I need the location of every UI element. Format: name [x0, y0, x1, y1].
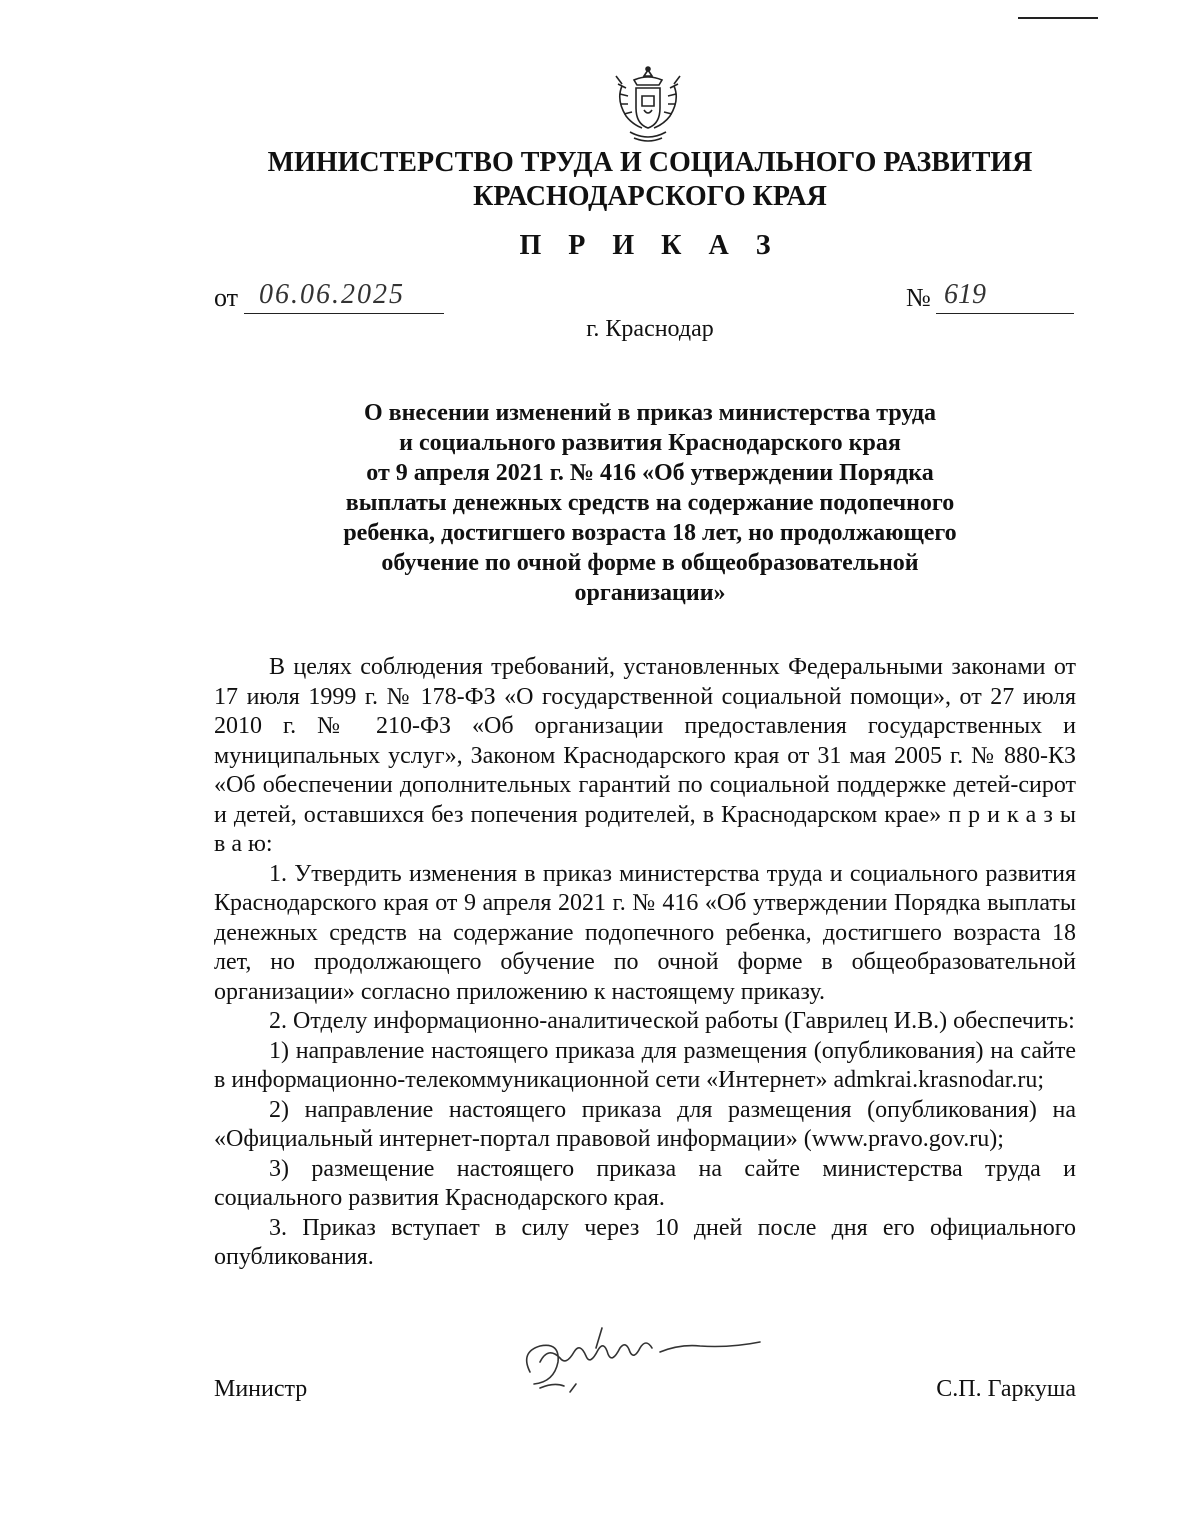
item-2-1-paragraph: 1) направление настоящего приказа для размещения (опубликования) на сайте в информационно-телекоммуникационной сети «Интернет» admkrai.krasnodar.ru;	[214, 1037, 1076, 1093]
subject-line: О внесении изменений в приказ министерства труда	[363, 400, 937, 426]
document-type: П Р И К А З	[519, 230, 781, 261]
corner-mark	[1018, 17, 1098, 19]
signatory-position: Министр	[214, 1376, 308, 1402]
number-underline	[936, 313, 1074, 314]
subject-line: и социального развития Краснодарского края	[399, 430, 901, 456]
preamble-paragraph: В целях соблюдения требований, установленных Федеральными законами от 17 июля 1999 г. № 178-ФЗ «О государственной социальной помощи», от 27 июля 2010 г. № 210-ФЗ «Об организации предоставления государственных и муниципальных услуг», Законом Краснодарского края от 31 мая 2005 г. № 880-КЗ «Об обеспечении дополнительных гарантий по социальной поддержке детей-сирот и детей, оставшихся без попечения родителей, в Краснодарском крае» п р и к а з ы в а ю:	[214, 654, 1076, 857]
item-1-paragraph: 1. Утвердить изменения в приказ министерства труда и социального развития Краснодарского края от 9 апреля 2021 г. № 416 «Об утверждении Порядка выплаты денежных средств на содержание подопечного ребенка, достигшего возраста 18 лет, но продолжающего обучение по очной форме в общеобразовательной организации» согласно приложению к настоящему приказу.	[214, 860, 1076, 1005]
handwritten-signature	[510, 1322, 790, 1402]
item-2-paragraph: 2. Отделу информационно-аналитической работы (Гаврилец И.В.) обеспечить:	[269, 1008, 1075, 1034]
item-2-2-paragraph: 2) направление настоящего приказа для размещения (опубликования) на «Официальный интернет-портал правовой информации» (www.pravo.gov.ru);	[214, 1096, 1076, 1152]
signatory-name: С.П. Гаркуша	[936, 1376, 1076, 1402]
subject-line: организации»	[574, 580, 726, 606]
subject-line: от 9 апреля 2021 г. № 416 «Об утверждении Порядка	[366, 460, 934, 486]
coat-of-arms-emblem	[610, 66, 686, 146]
number-value: 619	[944, 279, 986, 310]
subject-line: обучение по очной форме в общеобразовательной	[381, 550, 919, 576]
order-body	[214, 653, 1076, 1273]
subject-line: ребенка, достигшего возраста 18 лет, но продолжающего	[343, 520, 957, 546]
number-prefix: №	[906, 283, 931, 312]
date-value: 06.06.2025	[259, 279, 405, 310]
item-3-paragraph: 3. Приказ вступает в силу через 10 дней после дня его официального опубликования.	[214, 1214, 1076, 1270]
ministry-line-2: КРАСНОДАРСКОГО КРАЯ	[473, 181, 827, 212]
ministry-name	[220, 146, 1080, 214]
item-2-3-paragraph: 3) размещение настоящего приказа на сайте министерства труда и социального развития Краснодарского края.	[214, 1155, 1076, 1211]
date-prefix: от	[214, 283, 239, 312]
city: г. Краснодар	[586, 316, 714, 342]
date-underline	[244, 313, 444, 314]
ministry-line-1: МИНИСТЕРСТВО ТРУДА И СОЦИАЛЬНОГО РАЗВИТИЯ	[267, 147, 1033, 178]
subject-line: выплаты денежных средств на содержание подопечного	[345, 490, 955, 516]
order-subject	[300, 398, 1000, 608]
